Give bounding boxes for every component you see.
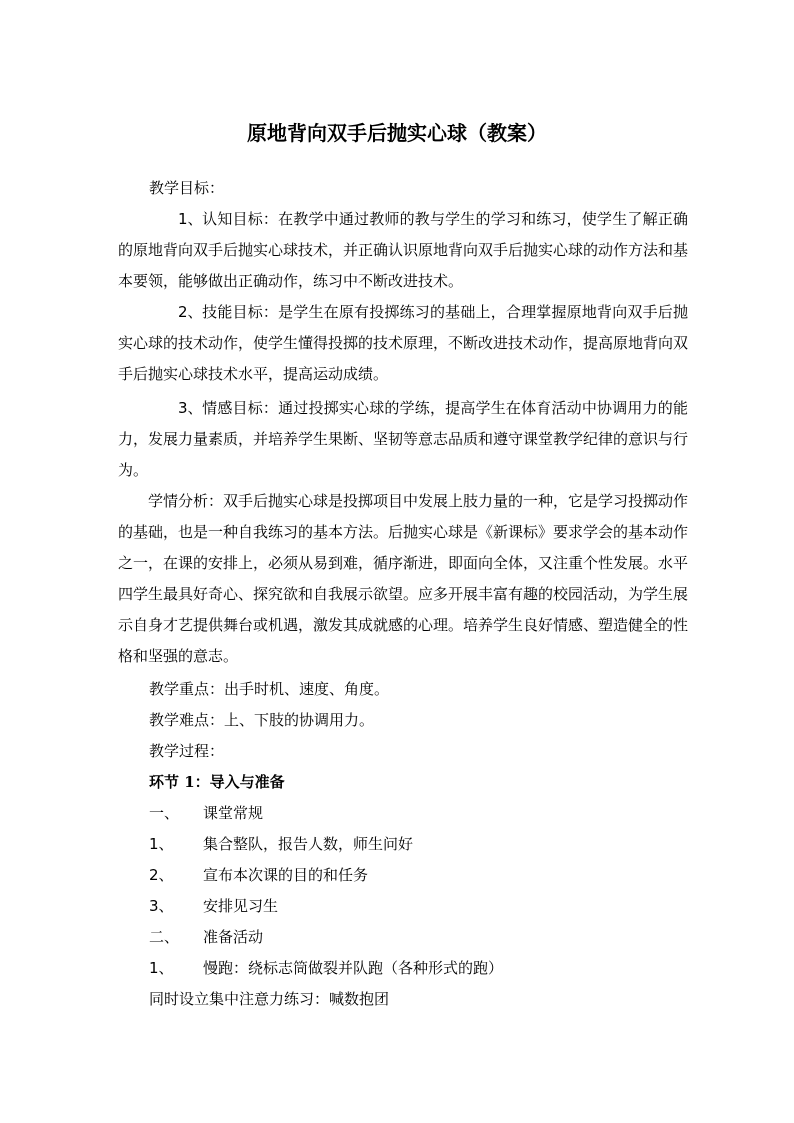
list-item	[149, 953, 503, 984]
section-heading: 环节 1：导入与准备	[149, 773, 285, 791]
goal-text: 认知目标：在教学中通过教师的教与学生的学习和练习，使学生了解正确的原地背向双手后抛实心球技术，并正确认识原地背向双手后抛实心球的动作方法和基本要领，能够做出正确动作，练习中不断改进技术。	[118, 210, 689, 290]
list-number: 一、	[149, 804, 180, 822]
list-text: 慢跑：绕标志筒做裂并队跑（各种形式的跑）	[203, 959, 504, 977]
list-item	[149, 798, 263, 829]
goal-text: 技能目标：是学生在原有投掷练习的基础上，合理掌握原地背向双手后抛实心球的技术动作，使学生懂得投掷的技术原理，不断改进技术动作，提高原地背向双手后抛实心球技术水平，提高运动成绩。	[118, 303, 689, 383]
list-item	[149, 829, 413, 860]
goal-paragraph-1	[118, 204, 688, 297]
list-text: 课堂常规	[203, 804, 264, 822]
list-number: 1、	[149, 959, 174, 977]
list-number: 3、	[149, 897, 174, 915]
list-number: 1、	[149, 835, 174, 853]
goals-heading: 教学目标：	[149, 179, 225, 197]
list-item	[149, 922, 263, 953]
list-number: 二、	[149, 928, 180, 946]
goal-paragraph-3	[118, 393, 688, 486]
difficulty: 教学难点：上、下肢的协调用力。	[149, 711, 375, 729]
key-point: 教学重点：出手时机、速度、角度。	[149, 680, 390, 698]
goal-number: 2、	[178, 303, 203, 321]
last-line: 同时设立集中注意力练习：喊数抱团	[149, 990, 390, 1008]
analysis-paragraph: 学情分析：双手后抛实心球是投掷项目中发展上肢力量的一种，它是学习投掷动作的基础，也是一种自我练习的基本方法。后抛实心球是《新课标》要求学会的基本动作之一，在课的安排上，必须从易到难，循序渐进，即面向全体，又注重个性发展。水平四学生最具好奇心、探究欲和自我展示欲望。应多开展丰富有趣的校园活动，为学生展示自身才艺提供舞台或机遇，激发其成就感的心理。培养学生良好情感、塑造健全的性格和坚强的意志。	[118, 492, 689, 665]
list-text: 集合整队，报告人数，师生问好	[203, 835, 414, 853]
list-text: 安排见习生	[203, 897, 279, 915]
page-title: 原地背向双手后抛实心球（教案）	[247, 121, 547, 145]
goal-number: 3、	[178, 399, 203, 417]
list-text: 准备活动	[203, 928, 264, 946]
list-number: 2、	[149, 866, 174, 884]
list-text: 宣布本次课的目的和任务	[203, 866, 369, 884]
process-heading: 教学过程：	[149, 742, 225, 760]
goal-paragraph-2	[118, 297, 688, 390]
list-item	[149, 891, 278, 922]
list-item	[149, 860, 368, 891]
goal-number: 1、	[178, 210, 203, 228]
goal-text: 情感目标：通过投掷实心球的学练，提高学生在体育活动中协调用力的能力，发展力量素质，并培养学生果断、坚韧等意志品质和遵守课堂教学纪律的意识与行为。	[118, 399, 689, 479]
